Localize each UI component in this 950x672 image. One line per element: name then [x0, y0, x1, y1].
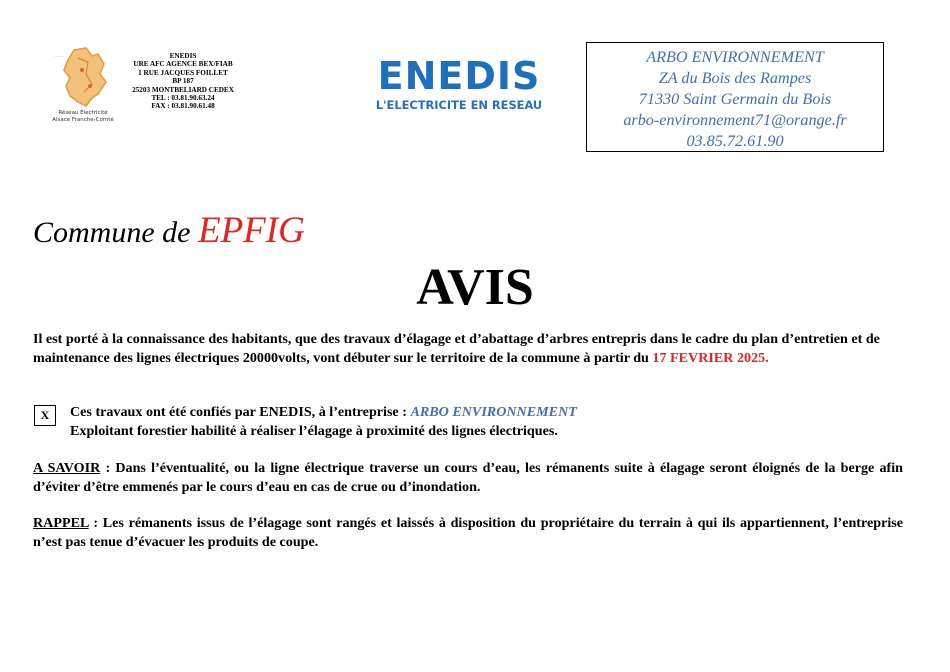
a-savoir-paragraph — [33, 459, 903, 497]
address-line-1: ENEDIS — [169, 52, 197, 60]
address-tel: TEL : 03.81.90.63.24 — [151, 94, 215, 103]
commune-prefix: Commune de — [33, 216, 198, 249]
contractor-email[interactable]: arbo-environnement71@orange.fr — [623, 111, 847, 129]
contractor-box — [586, 42, 884, 152]
intro-paragraph — [33, 330, 903, 368]
commune-name: EPFIG — [197, 210, 305, 251]
svg-text:· · · ·: · · · · — [54, 54, 63, 59]
region-logo-caption-1: Réseau Électricité — [58, 110, 108, 116]
mandate-line-1 — [70, 403, 900, 422]
start-date: 17 FEVRIER 2025. — [652, 350, 769, 366]
enedis-wordmark: ENEDIS — [377, 54, 541, 98]
a-savoir-text: : Dans l’éventualité, ou la ligne électrique traverse un cours d’eau, les rémanents suite à élagage seront éloignés de la berge afin d’éviter d’être emmenés par le cours d’eau en cas de crue ou d’inondation. — [33, 460, 903, 495]
address-line-5: 25203 MONTBELIARD CEDEX — [132, 85, 234, 94]
region-logo-caption-2: Alsace Franche-Comté — [52, 117, 114, 123]
page-title: AVIS — [416, 259, 534, 316]
enedis-logo — [374, 56, 544, 118]
rappel-text: : Les rémanents issus de l’élagage sont rangés et laissés à disposition du propriétaire du terrain à qui ils appartiennent, l’entreprise n’est pas tenue d’évacuer les produits de coupe. — [33, 515, 903, 550]
mandate-prefix: Ces travaux ont été confiés par ENEDIS, à l’entreprise : — [70, 404, 411, 420]
enedis-address — [118, 52, 248, 111]
mandate-contractor: ARBO ENVIRONNEMENT — [410, 404, 577, 420]
intro-text: Il est porté à la connaissance des habitants, que des travaux d’élagage et d’abattage d’arbres entrepris dans le cadre du plan d’entretien et de maintenance des lignes électriques 20000volts, vont débuter sur le territoire de la commune à partir du — [33, 331, 880, 366]
address-line-3: 1 RUE JACQUES FOILLET — [138, 68, 228, 77]
a-savoir-label: A SAVOIR — [33, 460, 101, 476]
rappel-paragraph — [33, 514, 903, 552]
contractor-address-2: 71330 Saint Germain du Bois — [638, 90, 832, 108]
contractor-phone: 03.85.72.61.90 — [686, 132, 784, 150]
address-line-4: BP 187 — [172, 77, 194, 86]
contractor-address-1: ZA du Bois des Rampes — [658, 69, 812, 87]
contractor-name: ARBO ENVIRONNEMENT — [646, 48, 824, 66]
address-fax: FAX : 03.81.90.61.48 — [151, 102, 215, 111]
mandate-checkbox: X — [34, 405, 56, 426]
mandate-paragraph — [70, 403, 900, 441]
region-logo — [52, 44, 114, 130]
enedis-tagline: L'ELECTRICITE EN RESEAU — [375, 98, 543, 112]
commune-heading — [33, 210, 305, 251]
mandate-line-2: Exploitant forestier habilité à réaliser l’élagage à proximité des lignes électriques. — [70, 423, 558, 439]
rappel-label: RAPPEL — [33, 515, 89, 531]
address-line-2: URE AFC AGENCE BEX/FIAB — [133, 60, 233, 69]
